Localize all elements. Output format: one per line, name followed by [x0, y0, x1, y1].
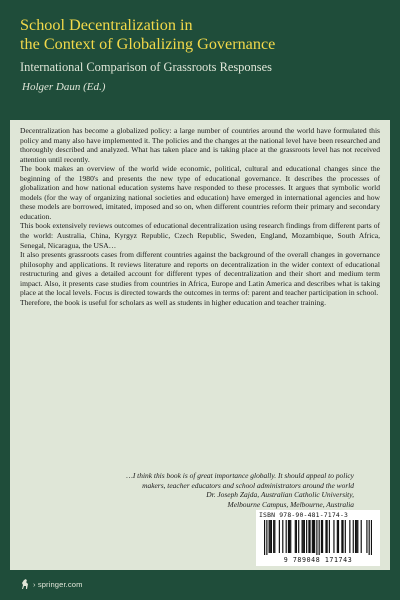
- description-paragraph-4: It also presents grassroots cases from different countries against the background of the overall changes in governance philosophy and applications. It reviews literature and reports on decentralization in the wider context of educational restructuring and gives a detailed account for different types of decentralization and their short and medium term impact. Also, it presents case studies from countries in Africa, Europe and Latin America and describes what is taking place at the local levels. Focus is directed towards the outcomes in terms of: parent and teacher participation in school.: [20, 250, 380, 298]
- barcode-bar: [309, 520, 310, 553]
- review-line-3: Dr. Joseph Zajda, Australian Catholic University,: [206, 490, 354, 500]
- barcode-bar: [337, 520, 338, 553]
- barcode-bar: [342, 520, 343, 553]
- description-paragraph-1: Decentralization has become a globalized policy: a large number of countries around the world have formulated this policy and many also have implemented it. The policies and the changes at the national level have been researched and thoroughly described and analyzed. What has taken place and is taking place at the grassroots level has not received attention until recently.: [20, 126, 380, 164]
- springer-horse-icon: [20, 578, 30, 590]
- barcode-bar: [312, 520, 313, 553]
- isbn-barcode: [256, 510, 380, 566]
- barcode-bar: [321, 520, 322, 553]
- description-paragraph-2: The book makes an overview of the world wide economic, political, cultural and educational changes since the beginning of the 1980's and presents the new type of educational governance. It describes the processes of globalization and how national education systems have responded to these processes. It argues that symbolic world models (for the way of organizing national societies and education) have emerged in international agencies and how these models are borrowed, imitated, imposed and so on, when different countries reform their primary and secondary education.: [20, 164, 380, 221]
- description-panel: [10, 120, 390, 570]
- barcode-bar: [361, 520, 362, 553]
- barcode-bar: [369, 520, 370, 555]
- cover-header: [20, 16, 390, 93]
- barcode-bar: [349, 520, 350, 553]
- barcode-bar: [303, 520, 304, 553]
- book-author: Holger Daun (Ed.): [22, 81, 106, 93]
- barcode-bar: [273, 520, 274, 553]
- description-paragraph-3: This book extensively reviews outcomes of educational decentralization using research findings from different parts of the world: Australia, China, Kyrgyz Republic, Czech Republic, Sweden, England, Mozambique, South Africa, Senegal, Nicaragua, the USA…: [20, 221, 380, 250]
- barcode-bar: [316, 520, 317, 555]
- barcode-bar: [322, 520, 323, 553]
- barcode-bar: [319, 520, 320, 555]
- barcode-bar: [282, 520, 283, 553]
- barcode-digits: 9 789048 171743: [283, 556, 353, 564]
- barcode-bar: [341, 520, 342, 553]
- barcode-bar: [314, 520, 315, 553]
- review-line-4: Melbourne Campus, Melbourne, Australia: [227, 499, 354, 509]
- review-line-1: …I think this book is of great importance globally. It should appeal to policy: [126, 471, 354, 480]
- barcode-bar: [274, 520, 275, 553]
- barcode-bar: [338, 520, 339, 553]
- barcode-bar: [308, 520, 309, 553]
- description-paragraph-5: Therefore, the book is useful for scholars as well as students in higher education and teacher training.: [20, 297, 326, 307]
- barcode-bar: [304, 520, 305, 553]
- publisher-footer: [20, 577, 83, 591]
- book-title: [20, 16, 390, 54]
- barcode-bar: [269, 520, 270, 553]
- barcode-bar: [271, 520, 272, 553]
- review-line-2: makers, teacher educators and school administrators around the world: [142, 480, 354, 490]
- review-quote: [20, 471, 354, 509]
- barcode-bar: [289, 520, 290, 553]
- barcode-bar: [357, 520, 358, 553]
- barcode-bar: [302, 520, 303, 553]
- book-title-line-1: School Decentralization in: [20, 16, 193, 34]
- barcode-bar: [371, 520, 372, 555]
- barcode-bar: [279, 520, 280, 553]
- barcode-bar: [286, 520, 287, 553]
- barcode-bar: [356, 520, 357, 553]
- barcode-bar: [313, 520, 314, 553]
- barcode-bar: [327, 520, 328, 553]
- barcode-bar: [366, 520, 367, 553]
- publisher-url[interactable]: › springer.com: [33, 579, 83, 589]
- barcode-bar: [353, 520, 354, 553]
- barcode-bar: [325, 520, 326, 553]
- barcode-bar: [270, 520, 271, 553]
- barcode-bar: [296, 520, 297, 553]
- barcode-bars: [264, 520, 372, 555]
- barcode-bar: [288, 520, 289, 553]
- barcode-bar: [355, 520, 356, 553]
- barcode-bar: [298, 520, 299, 553]
- barcode-bar: [290, 520, 291, 553]
- barcode-bar: [333, 520, 334, 553]
- barcode-bar: [345, 520, 346, 553]
- isbn-label: ISBN 978-90-481-7174-3: [259, 511, 349, 519]
- barcode-bar: [295, 520, 296, 553]
- book-title-line-2: the Context of Globalizing Governance: [20, 35, 276, 53]
- description-text: [20, 126, 380, 307]
- barcode-bar: [264, 520, 265, 555]
- barcode-bar: [329, 520, 330, 553]
- barcode-bar: [306, 520, 307, 553]
- barcode-bar: [266, 520, 267, 555]
- book-subtitle: International Comparison of Grassroots Responses: [20, 60, 272, 74]
